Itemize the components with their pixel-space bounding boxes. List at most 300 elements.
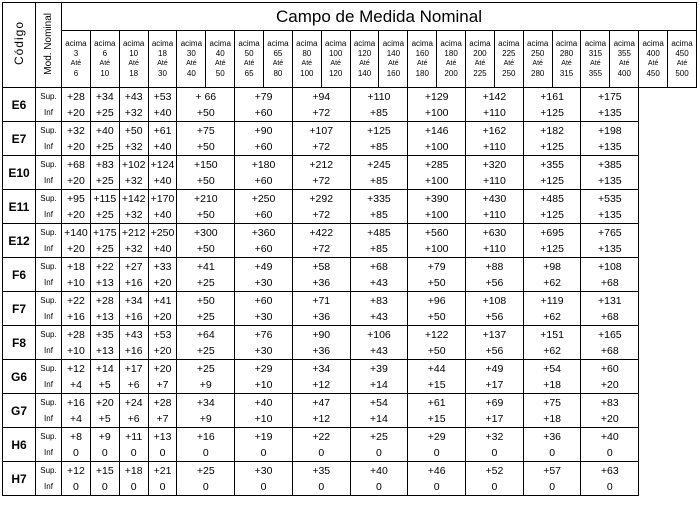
range-header-cell [523,31,552,88]
range-header-from: 400 [646,49,660,58]
lower-deviation-value: +25 [95,208,114,221]
deviation-cell [408,292,466,326]
upper-deviation-value: +79 [254,90,273,103]
deviation-cell [466,360,524,394]
lower-deviation-value: +15 [427,412,446,425]
range-header-to: 500 [675,69,689,78]
table-row [3,360,697,394]
deviation-cell [581,326,639,360]
range-header-to: 200 [444,69,458,78]
deviation-labels [36,292,62,326]
deviation-labels [36,190,62,224]
deviation-cell [90,394,119,428]
deviation-cell [581,360,639,394]
tolerance-code: G7 [3,394,36,428]
upper-deviation-value: +35 [95,328,114,341]
upper-deviation-value: +11 [125,430,143,443]
table-row [3,428,697,462]
upper-deviation-value: +75 [196,124,215,137]
deviation-cell [235,462,293,496]
lower-deviation-value: +110 [482,174,506,187]
table-row [3,122,697,156]
deviation-cell [90,462,119,496]
upper-deviation-value: +49 [254,260,273,273]
deviation-cell [581,292,639,326]
deviation-cell [119,292,148,326]
upper-deviation-value: +430 [482,192,507,205]
lower-deviation-value: +72 [312,140,331,153]
upper-deviation-value: +34 [196,396,215,409]
lower-deviation-label: Inf [44,243,53,253]
deviation-cell [148,394,177,428]
upper-deviation-value: +137 [482,328,507,341]
upper-deviation-value: +182 [540,124,564,137]
deviation-labels [36,462,62,496]
lower-deviation-value: +40 [153,140,172,153]
deviation-cell [235,190,293,224]
tolerance-code: E6 [3,88,36,122]
deviation-cell [119,122,148,156]
upper-deviation-value: +94 [312,90,331,103]
lower-deviation-label: Inf [44,379,53,389]
upper-deviation-value: +25 [196,362,215,375]
deviation-cell [62,394,91,428]
lower-deviation-value: +72 [312,208,331,221]
upper-deviation-label: Sup. [40,431,57,441]
lower-deviation-value: +30 [254,276,273,289]
range-header-cell [177,31,206,88]
lower-deviation-value: +14 [370,412,388,425]
upper-deviation-value: +47 [312,396,331,409]
upper-deviation-value: +210 [193,192,218,205]
table-row [3,224,697,258]
table-row [3,88,697,122]
tolerance-code: E7 [3,122,36,156]
deviation-cell [148,224,177,258]
deviation-cell [466,190,524,224]
lower-deviation-value: +135 [598,140,622,153]
upper-deviation-value: +30 [254,464,273,477]
lower-deviation-value: +40 [153,208,172,221]
lower-deviation-value: +12 [312,378,331,391]
lower-deviation-value: +72 [312,242,331,255]
lower-deviation-value: 0 [491,480,498,493]
range-header-acima: acima [238,39,260,48]
upper-deviation-value: +83 [600,396,619,409]
deviation-cell [523,224,581,258]
lower-deviation-value: +25 [95,242,114,255]
range-header-from: 250 [531,49,545,58]
lower-deviation-value: +72 [312,174,331,187]
upper-deviation-value: +50 [196,294,215,307]
lower-deviation-label: Inf [44,311,53,321]
deviation-cell [177,88,235,122]
range-header-to: 120 [328,69,343,78]
deviation-cell [292,462,350,496]
upper-deviation-value: +630 [482,226,507,239]
lower-deviation-value: +25 [95,174,114,187]
range-header-acima: acima [180,39,203,48]
range-header-acima: acima [382,39,405,48]
range-header-acima: acima [209,39,231,48]
lower-deviation-value: +100 [424,242,449,255]
upper-deviation-value: +335 [367,192,391,205]
range-header-acima: acima [440,39,462,48]
upper-deviation-value: +124 [150,158,175,171]
deviation-labels [36,122,62,156]
deviation-cell [581,428,639,462]
upper-deviation-value: +17 [124,362,143,375]
deviation-cell [235,360,293,394]
upper-deviation-value: +68 [370,260,388,273]
range-header-from: 450 [675,49,689,58]
deviation-labels [36,428,62,462]
range-header-from: 140 [386,49,401,58]
range-header-cell [350,31,379,88]
range-header-from: 315 [588,49,603,58]
lower-deviation-value: +100 [424,208,449,221]
tolerance-code: F7 [3,292,36,326]
lower-deviation-value: +20 [600,378,619,391]
lower-deviation-value: +16 [124,310,143,323]
upper-deviation-value: +198 [598,124,622,137]
upper-deviation-value: +422 [309,226,334,239]
range-header-to: 6 [73,69,79,78]
lower-deviation-value: +50 [196,106,215,119]
lower-deviation-value: +125 [540,106,564,119]
range-header-ate: Até [186,60,197,67]
deviation-labels [36,360,62,394]
upper-deviation-value: +41 [153,294,172,307]
deviation-cell [177,462,235,496]
range-header-ate: Até [99,60,111,67]
lower-deviation-value: +36 [312,344,331,357]
deviation-cell [581,122,639,156]
deviation-cell [62,292,91,326]
upper-deviation-value: +106 [367,328,391,341]
lower-deviation-value: +9 [199,378,212,391]
table-row [3,258,697,292]
upper-deviation-value: +18 [67,260,85,273]
upper-deviation-value: +14 [95,362,114,375]
upper-deviation-value: +41 [196,260,215,273]
deviation-cell [408,428,466,462]
deviation-cell [148,326,177,360]
tolerance-code: G6 [3,360,36,394]
lower-deviation-value: +16 [124,344,143,357]
range-header-ate: Até [561,60,572,67]
lower-deviation-label: Inf [44,141,53,151]
deviation-cell [177,360,235,394]
deviation-cell [408,122,466,156]
lower-deviation-value: 0 [433,446,440,459]
lower-deviation-value: +4 [69,412,82,425]
lower-deviation-value: +125 [540,242,564,255]
deviation-cell [466,292,524,326]
range-header-from: 18 [158,49,167,58]
deviation-cell [148,190,177,224]
upper-deviation-value: +79 [427,260,446,273]
deviation-cell [235,224,293,258]
lower-deviation-value: +85 [370,106,388,119]
range-header-cell [668,31,697,88]
range-header-ate: Até [416,60,428,67]
upper-deviation-value: +32 [67,124,85,137]
range-header-to: 40 [186,69,196,78]
lower-deviation-value: +62 [543,276,562,289]
deviation-cell [292,224,350,258]
lower-deviation-value: +40 [153,174,172,187]
range-header-from: 225 [502,49,516,58]
lower-deviation-value: +16 [67,310,85,323]
upper-deviation-value: +250 [150,226,175,239]
range-header-ate: Até [388,60,399,67]
upper-deviation-value: +16 [196,430,215,443]
lower-deviation-value: +7 [156,378,169,391]
tolerance-code: F6 [3,258,36,292]
upper-deviation-value: +40 [254,396,273,409]
lower-deviation-value: 0 [318,446,325,459]
upper-deviation-value: + 66 [195,90,217,103]
upper-deviation-value: +69 [485,396,504,409]
range-header-ate: Até [272,60,284,67]
lower-deviation-label: Inf [44,277,53,287]
deviation-cell [177,258,235,292]
lower-deviation-value: +18 [543,412,562,425]
lower-deviation-value: +30 [254,344,273,357]
range-header-acima: acima [527,39,549,48]
range-header-cell [437,31,466,88]
lower-deviation-value: +100 [424,140,449,153]
upper-deviation-value: +142 [482,90,507,103]
upper-deviation-value: +108 [598,260,622,273]
range-header-acima: acima [642,39,664,48]
upper-deviation-value: +50 [124,124,143,137]
upper-deviation-value: +83 [95,158,114,171]
deviation-cell [177,326,235,360]
lower-deviation-value: +43 [370,310,388,323]
lower-deviation-value: +72 [312,106,331,119]
lower-deviation-value: +125 [540,174,564,187]
range-header-acima: acima [498,39,520,48]
lower-deviation-value: +32 [124,242,143,255]
deviation-labels [36,224,62,258]
range-header-to: 30 [158,69,167,78]
lower-deviation-value: +25 [196,344,215,357]
lower-deviation-label: Inf [44,345,53,355]
lower-deviation-value: +36 [312,276,331,289]
upper-deviation-value: +22 [67,294,85,307]
lower-deviation-value: +50 [196,174,215,187]
deviation-cell [466,258,524,292]
lower-deviation-value: +60 [254,174,273,187]
lower-deviation-value: +68 [600,310,619,323]
range-header-cell [148,31,177,88]
range-header-acima: acima [151,39,174,48]
upper-deviation-value: +140 [64,226,88,239]
upper-deviation-value: +8 [69,430,82,443]
deviation-labels [36,88,62,122]
range-header-cell [379,31,408,88]
lower-deviation-value: +32 [124,106,143,119]
table-row [3,292,697,326]
lower-deviation-value: +50 [196,242,215,255]
deviation-cell [177,122,235,156]
lower-deviation-value: 0 [606,446,613,459]
lower-deviation-value: +43 [370,344,388,357]
lower-deviation-value: +25 [95,106,114,119]
range-header-cell [466,31,495,88]
upper-deviation-label: Sup. [40,397,57,407]
table-row [3,190,697,224]
deviation-cell [62,122,91,156]
range-header-to: 18 [129,69,139,78]
deviation-cell [90,258,119,292]
range-header-acima: acima [411,39,433,48]
lower-deviation-value: +9 [199,412,212,425]
range-header-ate: Até [214,60,226,67]
deviation-labels [36,394,62,428]
upper-deviation-value: +161 [540,90,564,103]
tolerance-code: H6 [3,428,36,462]
upper-deviation-value: +49 [485,362,504,375]
range-header-cell [292,31,321,88]
upper-deviation-value: +61 [427,396,446,409]
deviation-cell [523,258,581,292]
upper-deviation-value: +13 [153,430,172,443]
deviation-cell [90,292,119,326]
lower-deviation-value: +10 [254,412,273,425]
upper-deviation-value: +108 [482,294,507,307]
upper-deviation-value: +16 [67,396,85,409]
deviation-cell [90,122,119,156]
range-header-cell [235,31,264,88]
upper-deviation-value: +125 [367,124,391,137]
upper-deviation-value: +245 [367,158,391,171]
range-header-ate: Até [590,60,601,67]
lower-deviation-value: +18 [543,378,562,391]
deviation-cell [523,88,581,122]
lower-deviation-label: Inf [44,447,53,457]
range-header-to: 100 [300,69,314,78]
lower-deviation-value: +15 [427,378,446,391]
deviation-cell [523,326,581,360]
upper-deviation-value: +170 [150,192,175,205]
lower-deviation-value: +20 [67,242,85,255]
upper-deviation-value: +355 [540,158,564,171]
range-header-from: 10 [129,49,139,58]
range-header-cell [639,31,668,88]
range-header-cell [119,31,148,88]
deviation-cell [350,88,408,122]
deviation-cell [62,428,91,462]
deviation-cell [581,224,639,258]
deviation-cell [148,462,177,496]
deviation-cell [466,156,524,190]
upper-deviation-label: Sup. [40,329,57,339]
upper-deviation-value: +292 [309,192,334,205]
upper-deviation-label: Sup. [40,465,57,475]
deviation-cell [350,360,408,394]
range-header-ate: Até [445,60,457,67]
upper-deviation-value: +175 [92,226,117,239]
range-header-ate: Até [359,60,370,67]
lower-deviation-value: +20 [153,344,172,357]
upper-deviation-value: +9 [98,430,111,443]
deviation-cell [148,258,177,292]
upper-deviation-value: +119 [540,294,564,307]
tolerance-code: E10 [3,156,36,190]
upper-deviation-value: +95 [67,192,85,205]
deviation-cell [581,88,639,122]
lower-deviation-value: +85 [370,208,388,221]
lower-deviation-value: +60 [254,208,273,221]
deviation-cell [523,394,581,428]
upper-deviation-value: +150 [193,158,218,171]
lower-deviation-value: +40 [153,242,172,255]
upper-deviation-value: +68 [67,158,85,171]
upper-deviation-value: +63 [600,464,619,477]
upper-deviation-value: +54 [370,396,388,409]
upper-deviation-value: +25 [196,464,215,477]
lower-deviation-value: 0 [159,446,166,459]
lower-deviation-value: +20 [67,208,85,221]
upper-deviation-value: +29 [254,362,273,375]
deviation-cell [350,224,408,258]
range-header-from: 30 [186,49,196,58]
upper-deviation-value: +40 [95,124,114,137]
deviation-cell [62,224,91,258]
lower-deviation-value: +20 [67,174,85,187]
deviation-cell [292,88,350,122]
lower-deviation-value: +20 [153,310,172,323]
lower-deviation-value: +50 [427,310,446,323]
codigo-header-label: Código [12,21,26,66]
upper-deviation-value: +360 [251,226,276,239]
deviation-cell [62,88,91,122]
upper-deviation-value: +28 [67,90,85,103]
deviation-cell [62,360,91,394]
upper-deviation-value: +162 [482,124,507,137]
deviation-cell [523,190,581,224]
lower-deviation-value: +85 [370,140,388,153]
deviation-cell [177,292,235,326]
lower-deviation-value: 0 [549,480,556,493]
range-header-ate: Até [619,60,630,67]
deviation-cell [90,326,119,360]
deviation-cell [292,190,350,224]
range-header-to: 355 [588,69,603,78]
upper-deviation-value: +54 [543,362,562,375]
lower-deviation-value: +20 [600,412,619,425]
deviation-cell [350,394,408,428]
lower-deviation-value: 0 [260,446,267,459]
range-header-ate: Até [128,60,139,67]
range-header-from: 180 [444,49,458,58]
upper-deviation-value: +34 [95,90,114,103]
range-header-to: 140 [357,69,372,78]
upper-deviation-value: +146 [424,124,449,137]
tolerance-code: F8 [3,326,36,360]
range-header-cell [581,31,610,88]
lower-deviation-value: 0 [491,446,498,459]
upper-deviation-value: +71 [312,294,331,307]
lower-deviation-value: +135 [598,106,622,119]
upper-deviation-value: +46 [427,464,446,477]
deviation-cell [408,156,466,190]
upper-deviation-value: +25 [370,430,388,443]
upper-deviation-value: +20 [95,396,114,409]
